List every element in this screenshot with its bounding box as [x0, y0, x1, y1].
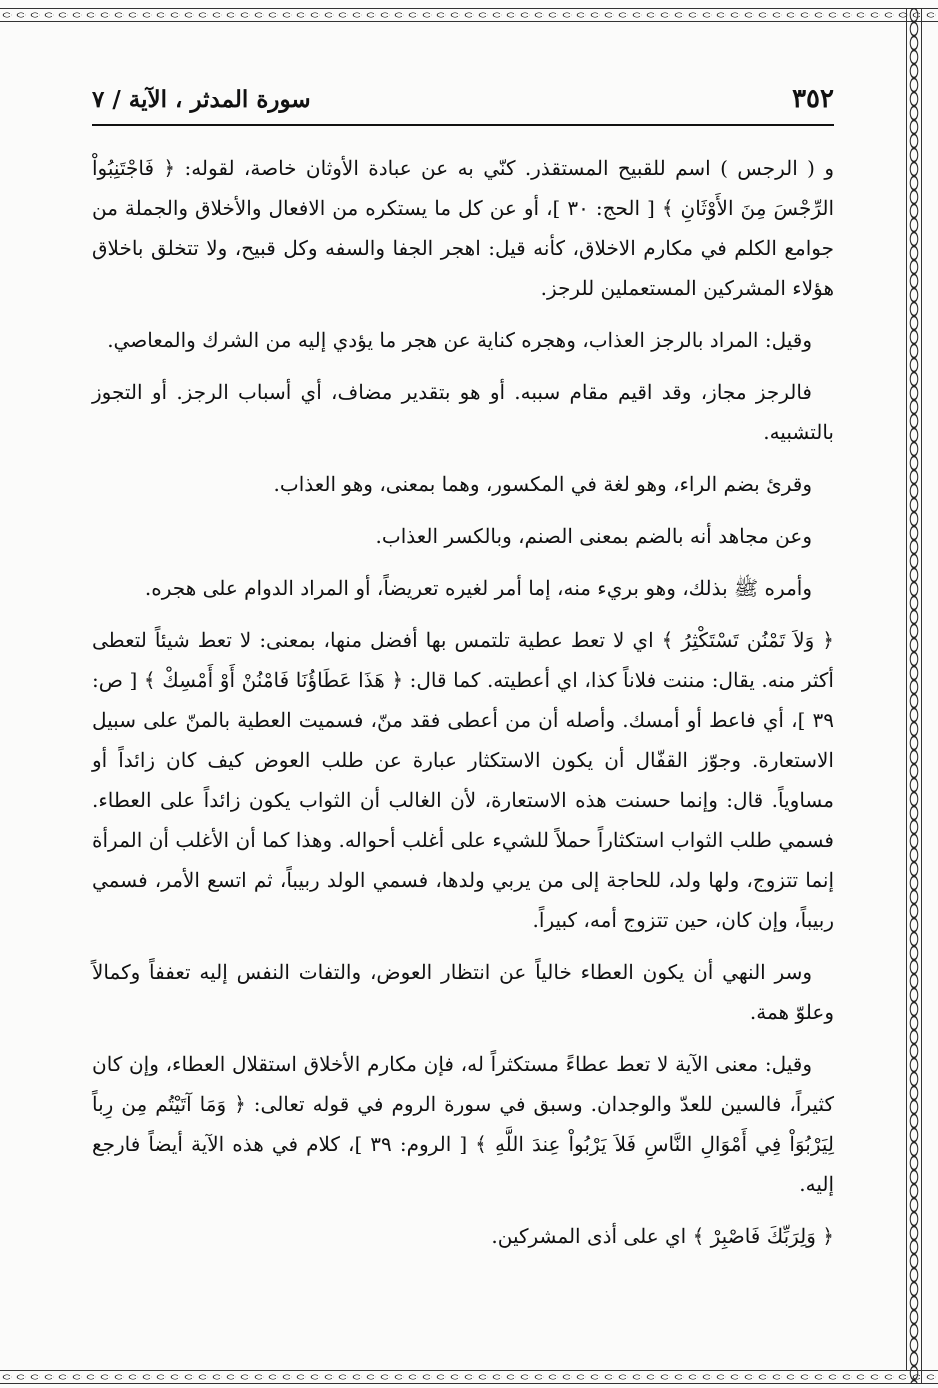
paragraph: وقيل: المراد بالرجز العذاب، وهجره كناية عن هجر ما يؤدي إليه من الشرك والمعاصي.: [107, 328, 812, 352]
paragraph: وأمره ﷺ بذلك، وهو بريء منه، إما أمر لغيره تعريضاً، أو المراد الدوام على هجره.: [144, 576, 812, 600]
paragraph: وقرئ بضم الراء، وهو لغة في المكسور، وهما بمعنى، وهو العذاب.: [273, 472, 812, 496]
page-body: [92, 148, 834, 1268]
right-border-ornament: [906, 8, 922, 1384]
paragraph: و ( الرجس ) اسم للقبيح المستقذر. كنّي به عن عبادة الأوثان خاصة، لقوله: ﴿ فَاجْتَنِبُواْ الرِّجْسَ مِنَ الأَوْثَانِ ﴾ [ الحج: ٣٠ ]، أو عن كل ما يستكره من الافعال والأخلاق والجملة من جوامع الكلم في مكارم الاخلاق، كأنه قيل: اهجر الجفا والسفه وكل قبيح، ولا تتخلق باخلاق هؤلاء المشركين المستعملين للرجز.: [92, 156, 835, 300]
bottom-border-ornament: [0, 1370, 938, 1384]
page-header: [92, 84, 834, 126]
paragraph: وسر النهي أن يكون العطاء خالياً عن انتظار العوض، والتفات النفس إليه تعففاً وكمالاً وعلوّ همة.: [92, 960, 834, 1024]
paragraph: ﴿ وَلاَ تَمْنُن تَسْتَكْثِرُ ﴾ اي لا تعط عطية تلتمس بها أفضل منها، بمعنى: لا تعط شيئاً لتعطى أكثر منه. يقال: مننت فلاناً كذا، اي أعطيته. كما قال: ﴿ هَذَا عَطَاؤُنَا فَامْنُنْ أَوْ أَمْسِكْ ﴾ [ ص: ٣٩ ]، أي فاعط أو أمسك. وأصله أن من أعطى فقد منّ، فسميت العطية بالمنّ على سبيل الاستعارة. وجوّز القفّال أن يكون الاستكثار عبارة عن طلب العوض كيف كان زائداً أو مساوياً. قال: وإنما حسنت هذه الاستعارة، لأن الغالب أن الثواب يكون زائداً على العطاء. فسمي طلب الثواب استكثاراً حملاً للشيء على أغلب أحواله. وهذا كما أن الأغلب أن المرأة إنما تتزوج، ولها ولد، للحاجة إلى من يربي ولدها، فسمي الولد ربيباً، ثم اتسع الأمر، فسمي ربيباً، وإن كان، حين تتزوج أمه، كبيراً.: [92, 628, 834, 932]
top-border-ornament: [0, 8, 938, 22]
paragraph: ﴿ وَلِرَبِّكَ فَاصْبِرْ ﴾ اي على أذى المشركين.: [491, 1224, 834, 1248]
paragraph: وعن مجاهد أنه بالضم بمعنى الصنم، وبالكسر العذاب.: [375, 524, 812, 548]
paragraph: فالرجز مجاز، وقد اقيم مقام سببه. أو هو بتقدير مضاف، أي أسباب الرجز. أو التجوز بالتشبيه.: [92, 380, 834, 444]
paragraph: وقيل: معنى الآية لا تعط عطاءً مستكثراً له، فإن مكارم الأخلاق استقلال العطاء، وإن كان كثيراً، فالسين للعدّ والوجدان. وسبق في سورة الروم في قوله تعالى: ﴿ وَمَا آتَيْتُم مِن رِباً لِيَرْبُوَاْ فِي أَمْوَالِ النَّاسِ فَلاَ يَرْبُواْ عِندَ اللَّهِ ﴾ [ الروم: ٣٩ ]، كلام في هذه الآية أيضاً فارجع إليه.: [92, 1052, 834, 1196]
running-title: سورة المدثر ، الآية / ٧: [92, 86, 311, 113]
page-number: ٣٥٢: [792, 84, 834, 114]
